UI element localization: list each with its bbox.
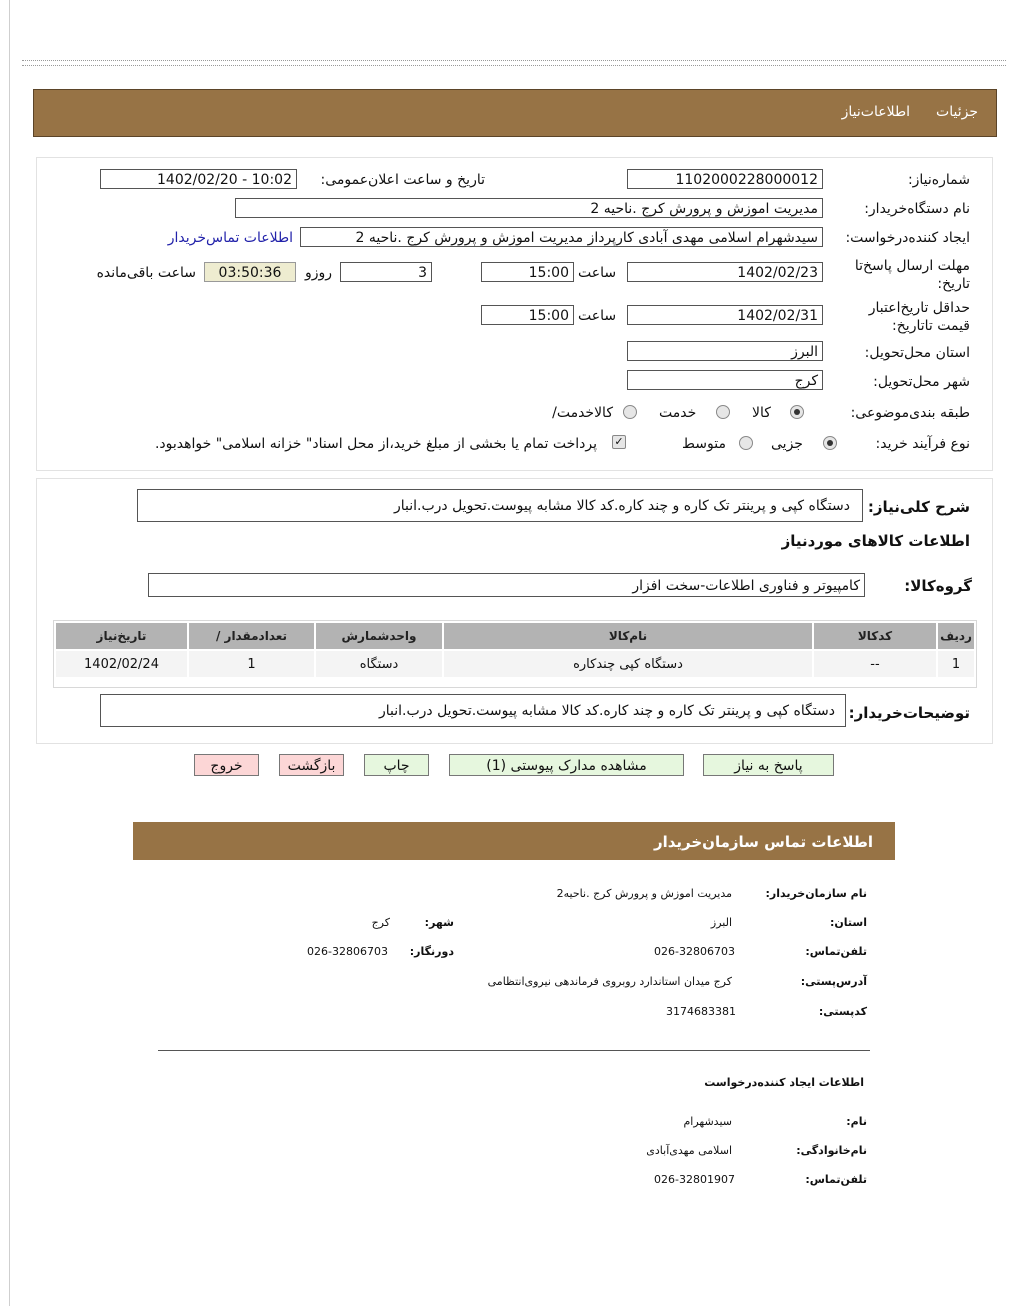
print-button[interactable]: چاپ: [364, 754, 429, 776]
contact-postal-label: کد‌پستی:: [818, 1005, 867, 1018]
category-service-radio[interactable]: [716, 405, 730, 419]
contact-fax-value: 026-32806703: [307, 945, 388, 958]
creator-family-label: نام‌خانوادگی:: [796, 1144, 867, 1157]
days-field: 3: [340, 262, 432, 282]
validity-time-label: ساعت: [578, 308, 617, 324]
buyer-notes-label: توضیحات‌خریدار:: [848, 704, 970, 722]
buyer-contact-title: اطلاعات تماس سازمان‌خریدار: [653, 833, 873, 851]
view-attachments-button[interactable]: مشاهده مدارک پیوستی (1): [449, 754, 684, 776]
creator-name-value: سیدشهرام: [683, 1115, 732, 1128]
contact-postal-value: 3174683381: [666, 1005, 736, 1018]
deadline-time-label: ساعت: [578, 265, 617, 281]
creator-phone-label: تلفن‌تماس:: [805, 1173, 867, 1186]
top-divider: [22, 60, 1006, 66]
goods-group-label: گروه‌کالا:: [904, 577, 972, 595]
process-partial-radio[interactable]: [823, 436, 837, 450]
exit-button[interactable]: خروج: [194, 754, 259, 776]
validity-time-field: 15:00: [481, 305, 574, 325]
tab-need-info[interactable]: اطلاعات‌نياز: [841, 104, 910, 120]
process-medium-label: متوسط: [682, 436, 726, 452]
contact-divider: [158, 1050, 870, 1051]
tab-details[interactable]: جزئيات: [936, 104, 978, 120]
header-bar: [33, 89, 997, 137]
city-label: شهر محل‌تحویل:: [873, 374, 970, 390]
cell-name: دستگاه کپی چندکاره: [444, 651, 812, 677]
province-label: استان محل‌تحویل:: [864, 345, 970, 361]
category-goods-label: کالا: [752, 405, 771, 421]
contact-city-value: کرج: [371, 916, 390, 929]
col-quantity: تعدادمقدار /: [189, 623, 314, 649]
col-unit: واحدشمارش: [316, 623, 442, 649]
validity-label: حداقل تاریخ‌اعتبار قیمت تا‌تاریخ:: [868, 300, 970, 334]
announce-label: تاریخ و ساعت اعلان‌عمومی:: [320, 172, 485, 188]
contact-city-label: شهر:: [424, 916, 454, 929]
cell-quantity: 1: [189, 651, 314, 677]
treasury-checkbox[interactable]: ✓: [612, 435, 626, 449]
back-button[interactable]: بازگشت: [279, 754, 344, 776]
col-name: نام‌کالا: [444, 623, 812, 649]
category-goods-service-radio[interactable]: [623, 405, 637, 419]
contact-province-value: البرز: [710, 916, 732, 929]
process-medium-radio[interactable]: [739, 436, 753, 450]
contact-province-label: استان:: [830, 916, 867, 929]
remaining-label: ساعت باقی‌مانده: [96, 265, 196, 281]
cell-code: --: [814, 651, 936, 677]
creator-label: ایجاد کننده‌درخواست:: [845, 230, 970, 246]
cell-row: 1: [938, 651, 974, 677]
goods-table-wrapper: [53, 620, 977, 688]
buyer-notes-field: دستگاه کپی و پرینتر تک کاره و چند کاره.کد کالا مشابه پیوست.تحویل درب.انبار: [100, 694, 846, 727]
creator-phone-value: 026-32801907: [654, 1173, 735, 1186]
contact-address-label: آدرس‌پستی:: [800, 975, 867, 988]
category-label: طبقه بندی‌موضوعی:: [850, 405, 970, 421]
creator-info-title: اطلاعات ایجاد کننده‌درخواست: [704, 1076, 864, 1089]
contact-phone-value: 026-32806703: [654, 945, 735, 958]
days-label: روزو: [305, 265, 333, 281]
deadline-date-field: 1402/02/23: [627, 262, 823, 282]
category-goods-radio[interactable]: [790, 405, 804, 419]
creator-name-label: نام:: [846, 1115, 867, 1128]
deadline-time-field: 15:00: [481, 262, 574, 282]
contact-address-value: کرج میدان استاندارد روبروی فرماندهی نیروی‌انتظامی: [487, 975, 732, 988]
goods-table-header: [56, 623, 974, 649]
description-label: شرح کلی‌نیاز:: [867, 498, 970, 516]
buyer-contact-bar: [133, 822, 895, 860]
goods-info-title: اطلاعات کالاهای مورد‌نیاز: [781, 532, 970, 550]
goods-table: [54, 621, 976, 679]
contact-org-value: مدیریت اموزش و پرورش کرج .ناحیه2: [556, 887, 732, 900]
remaining-timer: 03:50:36: [204, 262, 296, 282]
category-service-label: خدمت: [659, 405, 697, 421]
buyer-contact-link[interactable]: اطلاعات تماس‌خریدار: [167, 230, 293, 246]
cell-need-date: 1402/02/24: [56, 651, 187, 677]
col-code: کدکالا: [814, 623, 936, 649]
respond-button[interactable]: پاسخ به نیاز: [703, 754, 834, 776]
process-partial-label: جزیی: [771, 436, 803, 452]
province-field: البرز: [627, 341, 823, 361]
col-need-date: تاریخ‌نیاز: [56, 623, 187, 649]
need-number-field: 1102000228000012: [627, 169, 823, 189]
cell-unit: دستگاه: [316, 651, 442, 677]
page-left-border: [9, 0, 10, 1306]
category-goods-service-label: کالا‌خدمت/: [552, 405, 613, 421]
city-field: کرج: [627, 370, 823, 390]
announce-field: 1402/02/20 - 10:02: [100, 169, 297, 189]
goods-group-field: کامپیوتر و فناوری اطلاعات-سخت افزار: [148, 573, 865, 597]
description-field: دستگاه کپی و پرینتر تک کاره و چند کاره.کد کالا مشابه پیوست.تحویل درب.انبار: [137, 489, 863, 522]
creator-field: سیدشهرام اسلامی مهدی آبادی کارپرداز مدیریت اموزش و پرورش کرج .ناحیه 2: [300, 227, 823, 247]
buyer-org-field: مدیریت اموزش و پرورش کرج .ناحیه 2: [235, 198, 823, 218]
validity-date-field: 1402/02/31: [627, 305, 823, 325]
contact-org-label: نام سازمان‌خریدار:: [765, 887, 867, 900]
deadline-label: مهلت ارسال پاسخ‌تا تاریخ:: [854, 258, 970, 292]
need-number-label: شماره‌نیاز:: [907, 172, 970, 188]
col-row: ردیف: [938, 623, 974, 649]
process-label: نوع فرآیند‌ خرید:: [875, 436, 970, 452]
contact-phone-label: تلفن‌تماس:: [805, 945, 867, 958]
table-row: [56, 651, 974, 677]
treasury-note: پرداخت تمام یا بخشی از مبلغ خرید،از محل اسناد" خزانه اسلامی" خواهد‌بود.: [154, 436, 597, 452]
contact-fax-label: دورنگار:: [409, 945, 454, 958]
creator-family-value: اسلامی مهدی‌آبادی: [646, 1144, 732, 1157]
buyer-org-label: نام دستگاه‌خریدار:: [864, 201, 970, 217]
